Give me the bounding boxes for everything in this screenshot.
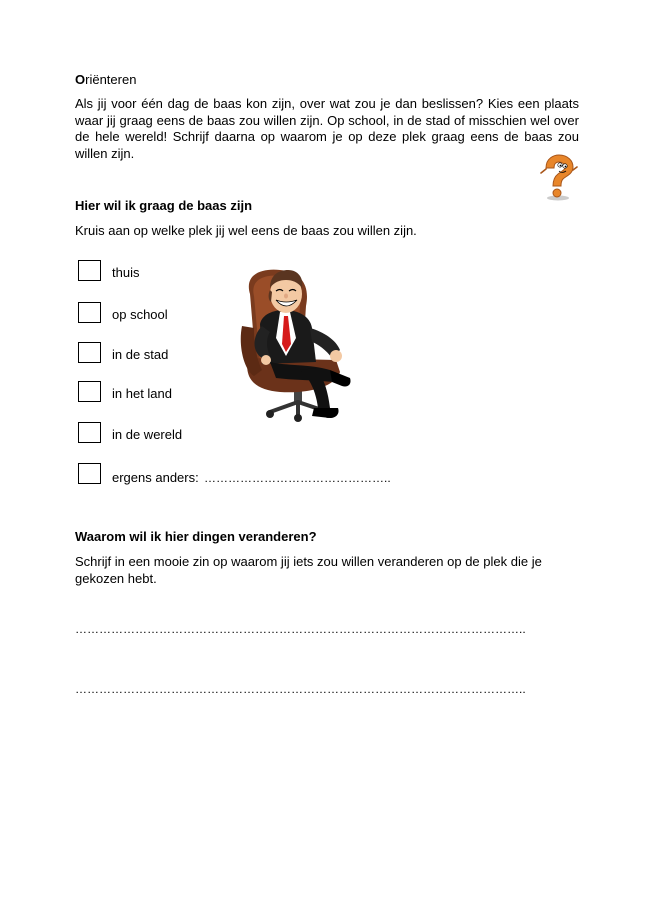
- checkbox-label-in-de-wereld: in de wereld: [112, 427, 183, 442]
- heading-rest: riënteren: [85, 72, 137, 87]
- section-title-baas: Hier wil ik graag de baas zijn: [75, 198, 253, 213]
- checkbox-label-in-het-land: in het land: [112, 386, 172, 401]
- intro-paragraph: Als jij voor één dag de baas kon zijn, over wat zou je dan beslissen? Kies een plaats waar jij graag eens de baas zou willen zijn. Op school, in de stad of misschien wel over de hele wereld! Schrijf daarna op waarom je op deze plek graag eens de baas zou willen zijn.: [75, 96, 579, 161]
- checkbox-in-de-wereld[interactable]: [78, 422, 101, 443]
- answer-line-1[interactable]: …………………………………………………………………………………………………..: [75, 622, 526, 636]
- checkbox-in-het-land[interactable]: [78, 381, 101, 402]
- checkbox-thuis[interactable]: [78, 260, 101, 281]
- answer-line-2[interactable]: …………………………………………………………………………………………………..: [75, 682, 526, 696]
- ergens-anders-answer-line[interactable]: ………………………………………..: [204, 471, 391, 485]
- section-title-waarom: Waarom wil ik hier dingen veranderen?: [75, 529, 317, 544]
- checkbox-label-op-school: op school: [112, 307, 168, 322]
- checkbox-label-thuis: thuis: [112, 265, 140, 280]
- checkbox-ergens-anders[interactable]: [78, 463, 101, 484]
- heading-initial: O: [75, 72, 86, 87]
- checkbox-op-school[interactable]: [78, 302, 101, 323]
- boss-chair-illustration: [240, 266, 356, 432]
- section-instruction-schrijf: Schrijf in een mooie zin op waarom jij iets zou willen veranderen op de plek die je gekozen hebt.: [75, 554, 542, 586]
- checkbox-label-ergens-anders: ergens anders:: [112, 470, 199, 485]
- question-mark-icon: [538, 153, 578, 201]
- section-instruction-kruis: Kruis aan op welke plek jij wel eens de baas zou willen zijn.: [75, 223, 417, 238]
- checkbox-in-de-stad[interactable]: [78, 342, 101, 363]
- checkbox-label-in-de-stad: in de stad: [112, 347, 169, 362]
- section-heading-orienteren: [75, 72, 136, 87]
